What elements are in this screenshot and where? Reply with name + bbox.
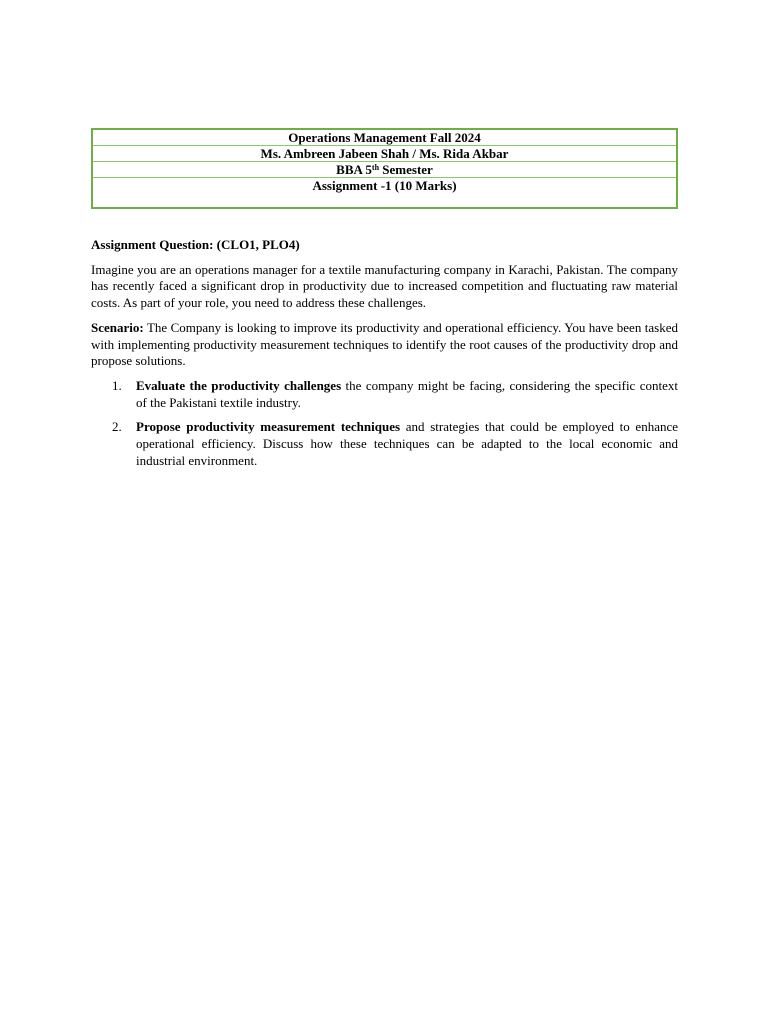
list-item-text: the company might be facing, considering the specific context of the Pakistani textile industry. [136,377,679,410]
list-item [91,378,678,411]
assignment-body [91,237,678,477]
list-item [91,419,678,469]
scenario-label: Scenario: [91,319,144,335]
program-superscript: th [371,163,380,172]
intro-paragraph: Imagine you are an operations manager for a textile manufacturing company in Karachi, Pakistan. The company has recently faced a significant drop in productivity due to increased competition and fluctuating raw material costs. As part of your role, you need to address these challenges. [91,261,678,311]
list-item-bold: Evaluate the productivity challenges [136,377,342,393]
program-suffix: Semester [379,162,433,177]
course-title: Operations Management Fall 2024 [92,129,677,146]
question-list [91,378,678,470]
list-item-bold: Propose productivity measurement techniques [136,419,401,435]
header-row-assignment [92,178,677,209]
header-row-course [92,129,677,146]
list-number: 2. [112,419,122,435]
scenario-text: The Company is looking to improve its productivity and operational efficiency. You have been tasked with implementing productivity measurement techniques to identify the root causes of the productivity drop and propose solutions. [91,319,678,369]
instructors: Ms. Ambreen Jabeen Shah / Ms. Rida Akbar [92,146,677,162]
scenario-paragraph [91,320,678,370]
assignment-title: Assignment -1 (10 Marks) [92,178,677,209]
program-semester [92,162,677,178]
list-item-text: and strategies that could be employed to enhance operational efficiency. Discuss how these techniques can be adapted to the local economic and industrial environment. [136,419,679,468]
program-prefix: BBA 5 [336,162,372,177]
header-table [91,128,678,209]
header-row-program [92,162,677,178]
header-row-instructors [92,146,677,162]
list-number: 1. [112,377,122,393]
question-heading: Assignment Question: (CLO1, PLO4) [91,237,300,252]
